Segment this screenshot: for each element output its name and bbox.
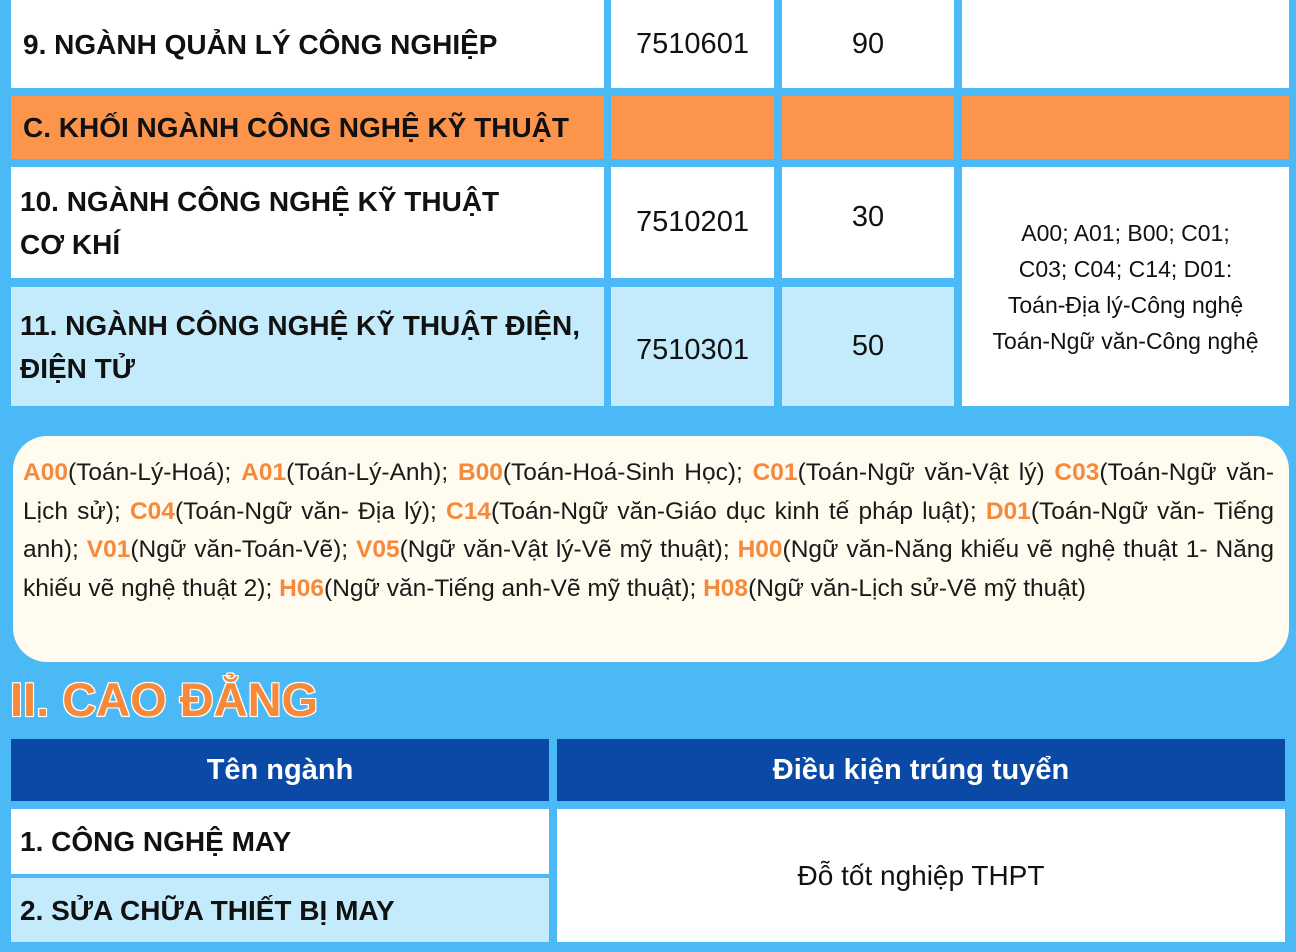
row-10-name-line2: CƠ KHÍ [20,228,121,260]
college-row-1 [11,809,549,874]
table-row-10-name [11,167,604,278]
college-condition-text: Đỗ tốt nghiệp THPT [797,859,1045,891]
subject-groups-line: C03; C04; C14; D01: [1018,255,1233,282]
subject-groups-line: Toán-Ngữ văn-Công nghệ [992,327,1259,354]
college-header-condition-text: Điều kiện trúng tuyển [772,753,1070,786]
college-row-2-text: 2. SỬA CHỮA THIẾT BỊ MAY [20,894,395,926]
row-11-name-line1: 11. NGÀNH CÔNG NGHỆ KỸ THUẬT ĐIỆN, [20,309,581,341]
group-c-subjects-cell [962,96,1289,159]
legend-desc: (Toán-Ngữ văn-Lịch sử); [23,459,1274,525]
subject-groups-line: A00; A01; B00; C01; [1021,219,1230,246]
legend-code: V01 [86,536,131,564]
legend-code: H06 [279,574,325,602]
college-condition-cell [557,809,1285,942]
group-c-title: C. KHỐI NGÀNH CÔNG NGHỆ KỸ THUẬT [23,112,569,143]
subject-groups-cell [962,167,1289,406]
legend-desc: (Toán-Lý-Anh); [286,459,458,486]
legend-desc: (Toán-Ngữ văn- Tiếng anh); [23,497,1274,564]
group-c-quota-cell [782,96,954,159]
legend-desc: (Ngữ văn-Năng khiếu vẽ nghệ thuật 1- Năng khiếu vẽ nghệ thuật 2); [23,536,1275,602]
table-row-11-quota [782,287,954,406]
legend-code: V05 [356,536,400,564]
table-row-10-code [611,167,774,278]
college-header-name [11,739,549,801]
legend-desc: (Ngữ văn-Vật lý-Vẽ mỹ thuật); [399,536,738,564]
row-11-name-line2: ĐIỆN TỬ [20,352,136,384]
legend-desc: (Toán-Ngữ văn-Vật lý) [797,459,1055,486]
subject-groups-line: Toán-Địa lý-Công nghệ [1007,291,1244,318]
legend-desc: (Toán-Lý-Hoá); [67,459,242,486]
legend-desc: (Toán-Hoá-Sinh Học); [502,459,753,486]
row-10-code-text: 7510201 [636,206,749,238]
college-row-2 [11,878,549,942]
legend-code: C01 [752,459,798,486]
row-9-quota-text: 90 [851,27,885,60]
row-9-name-text: 9. NGÀNH QUẢN LÝ CÔNG NGHIỆP [23,28,498,60]
row-10-quota-text: 30 [851,201,885,233]
row-11-code-text: 7510301 [636,334,749,366]
row-10-name-line1: 10. NGÀNH CÔNG NGHỆ KỸ THUẬT [20,185,500,217]
table-row-11-name [11,287,604,406]
legend-code: C14 [446,497,491,525]
group-c-header [11,96,604,159]
college-header-condition [557,739,1285,801]
row-11-quota-text: 50 [851,330,885,362]
row-9-code-text: 7510601 [636,27,749,60]
college-header-name-text: Tên ngành [206,753,354,786]
college-row-1-text: 1. CÔNG NGHỆ MAY [20,826,292,857]
section-title-cao-dang: II. CAO ĐẲNG [10,673,319,726]
subject-code-legend [13,436,1289,662]
legend-code: A01 [241,459,287,486]
table-row-10-quota [782,167,954,278]
legend-code: H00 [737,536,783,564]
legend-desc: (Ngữ văn-Lịch sử-Vẽ mỹ thuật) [748,574,1086,602]
legend-desc: (Ngữ văn-Toán-Vẽ); [130,536,357,564]
table-row-9-subjects [962,0,1289,88]
legend-desc: (Toán-Ngữ văn- Địa lý); [174,497,447,525]
table-row-9-quota [782,0,954,88]
legend-code: B00 [457,459,503,486]
legend-code: A00 [23,459,68,486]
table-row-9-code [611,0,774,88]
legend-code: C03 [1054,459,1100,486]
legend-code: C04 [129,497,175,525]
legend-desc: (Ngữ văn-Tiếng anh-Vẽ mỹ thuật); [324,574,704,602]
legend-desc: (Toán-Ngữ văn-Giáo dục kinh tế pháp luật); [490,497,986,525]
table-row-9-name [11,0,604,88]
legend-code: D01 [985,497,1031,525]
table-row-11-code [611,287,774,406]
legend-code: H08 [703,574,749,602]
group-c-code-cell [611,96,774,159]
